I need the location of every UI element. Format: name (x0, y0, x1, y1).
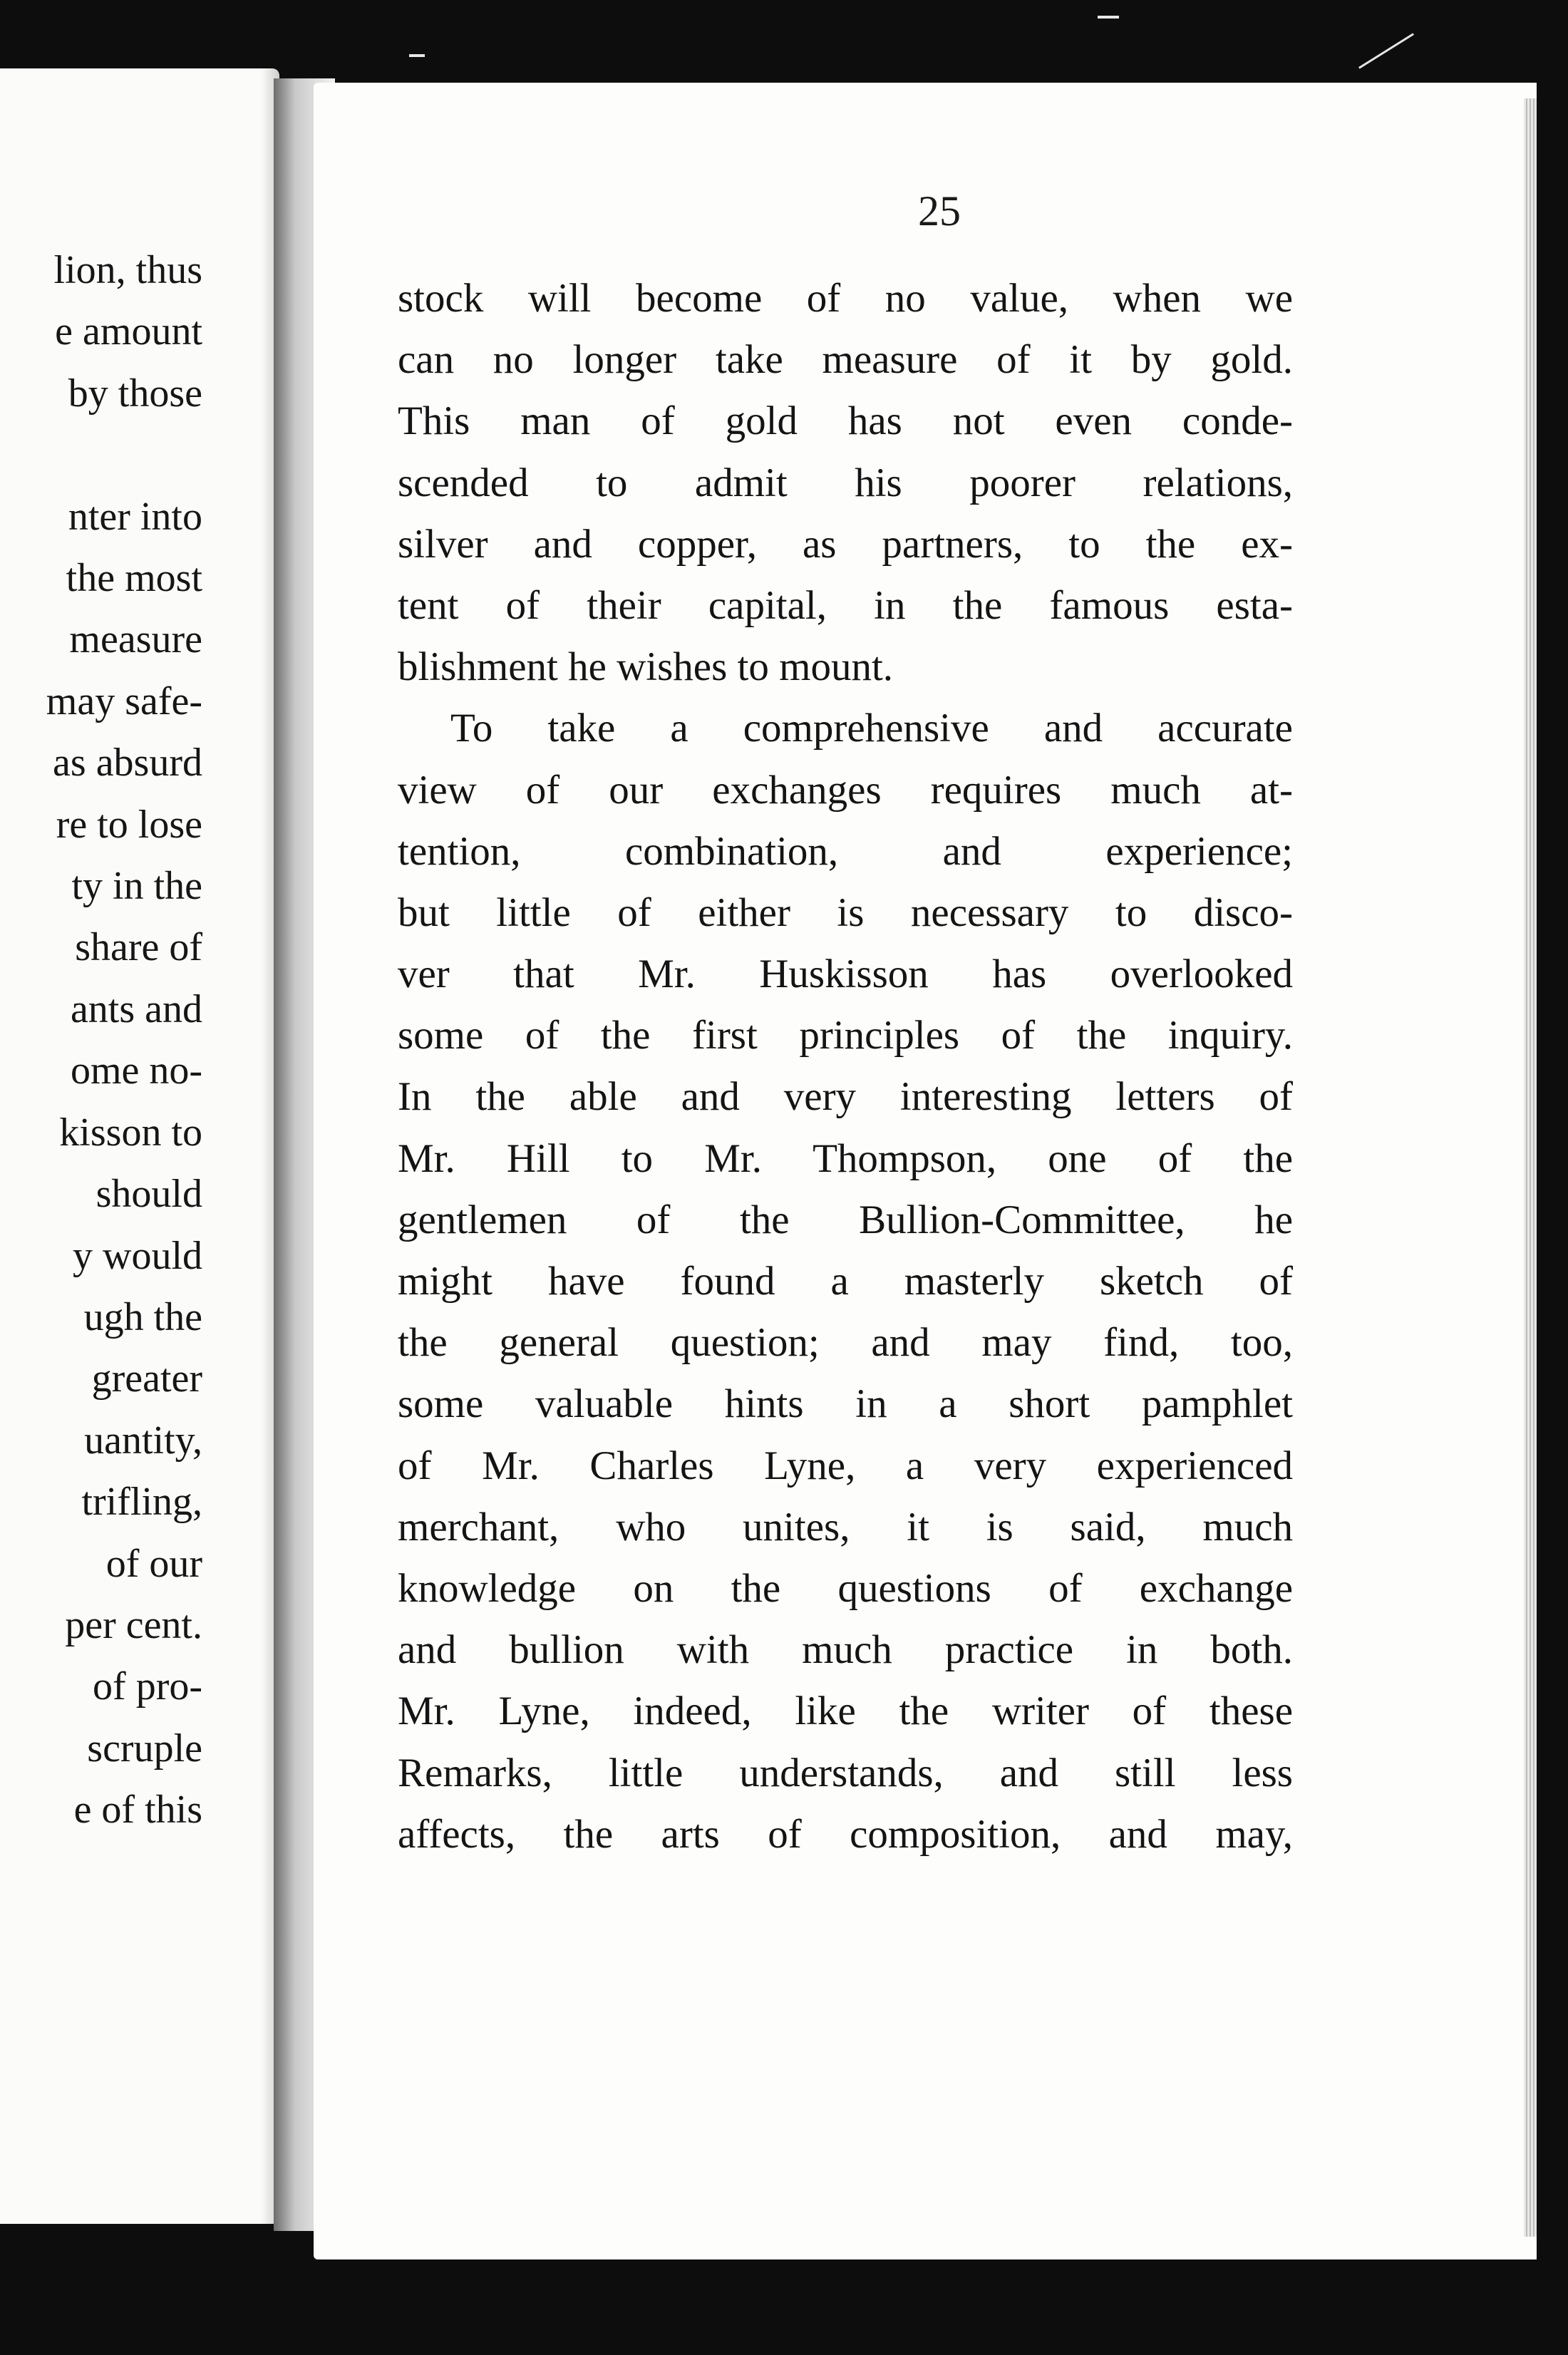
text-line: ants and (70, 986, 202, 1031)
text-line: Mr. Lyne, indeed, like the writer of these (398, 1689, 1293, 1734)
text-line: greater (91, 1356, 202, 1401)
page-number: 25 (918, 187, 961, 235)
text-line: gentlemen of the Bullion-Committee, he (398, 1197, 1293, 1242)
scan-speck (1098, 16, 1119, 19)
text-line: lion, thus (53, 248, 202, 292)
text-line: some of the first principles of the inquiry. (398, 1013, 1293, 1058)
page-edge-stack (1524, 98, 1537, 2237)
text-line: trifling, (81, 1480, 202, 1525)
text-line: share of (75, 925, 202, 970)
text-line: uantity, (84, 1418, 202, 1463)
text-line: merchant, who unites, it is said, much (398, 1504, 1293, 1550)
text-line: In the able and very interesting letters of (398, 1074, 1293, 1120)
text-line: ver that Mr. Huskisson has overlooked (398, 952, 1293, 997)
text-line: view of our exchanges requires much at- (398, 767, 1293, 813)
text-line: ty in the (71, 864, 202, 909)
right-page (314, 83, 1537, 2259)
text-line: as absurd (53, 741, 202, 785)
text-line: of pro- (93, 1664, 202, 1709)
text-line: might have found a masterly sketch of (398, 1259, 1293, 1304)
text-line: blishment he wishes to mount. (398, 644, 894, 690)
text-line: re to lose (56, 802, 202, 847)
paragraph-first-line: To take a comprehensive and accurate (450, 706, 1293, 751)
text-line: kisson to (59, 1110, 202, 1155)
text-line: scruple (87, 1726, 202, 1771)
text-line: measure (69, 617, 202, 662)
text-line: tention, combination, and experience; (398, 828, 1293, 874)
text-line: per cent. (65, 1602, 202, 1647)
right-page-text (398, 268, 1293, 1865)
text-line: ugh the (83, 1294, 202, 1339)
text-line: e of this (73, 1788, 202, 1833)
left-page (0, 68, 279, 2224)
text-line: some valuable hints in a short pamphlet (398, 1381, 1293, 1427)
text-line: of our (105, 1541, 202, 1586)
text-line (46, 424, 202, 485)
text-line: can no longer take measure of it by gold. (398, 337, 1293, 383)
text-line: nter into (68, 494, 202, 539)
text-line: silver and copper, as partners, to the ex- (398, 521, 1293, 567)
text-line: ome no- (70, 1048, 202, 1093)
text-line: may safe- (46, 679, 202, 723)
text-line: Remarks, little understands, and still less (398, 1750, 1293, 1795)
text-line: the most (66, 556, 202, 601)
text-line: Mr. Hill to Mr. Thompson, one of the (398, 1135, 1293, 1181)
text-line: y would (73, 1233, 202, 1278)
text-line: e amount (55, 309, 202, 354)
text-line: stock will become of no value, when we (398, 276, 1293, 321)
text-line: and bullion with much practice in both. (398, 1627, 1293, 1673)
scan-speck (1358, 33, 1414, 68)
text-line: the general question; and may find, too, (398, 1320, 1293, 1366)
text-line: This man of gold has not even conde- (398, 398, 1293, 444)
text-line: scended to admit his poorer relations, (398, 460, 1293, 505)
text-line: by those (68, 371, 202, 416)
text-line: tent of their capital, in the famous esta- (398, 582, 1293, 628)
scan-speck (409, 54, 425, 57)
left-page-text (46, 239, 202, 1841)
text-line: should (96, 1172, 202, 1217)
text-line: knowledge on the questions of exchange (398, 1565, 1293, 1611)
text-line: affects, the arts of composition, and may, (398, 1811, 1293, 1857)
text-line: but little of either is necessary to disco- (398, 890, 1293, 935)
text-line: of Mr. Charles Lyne, a very experienced (398, 1443, 1293, 1488)
